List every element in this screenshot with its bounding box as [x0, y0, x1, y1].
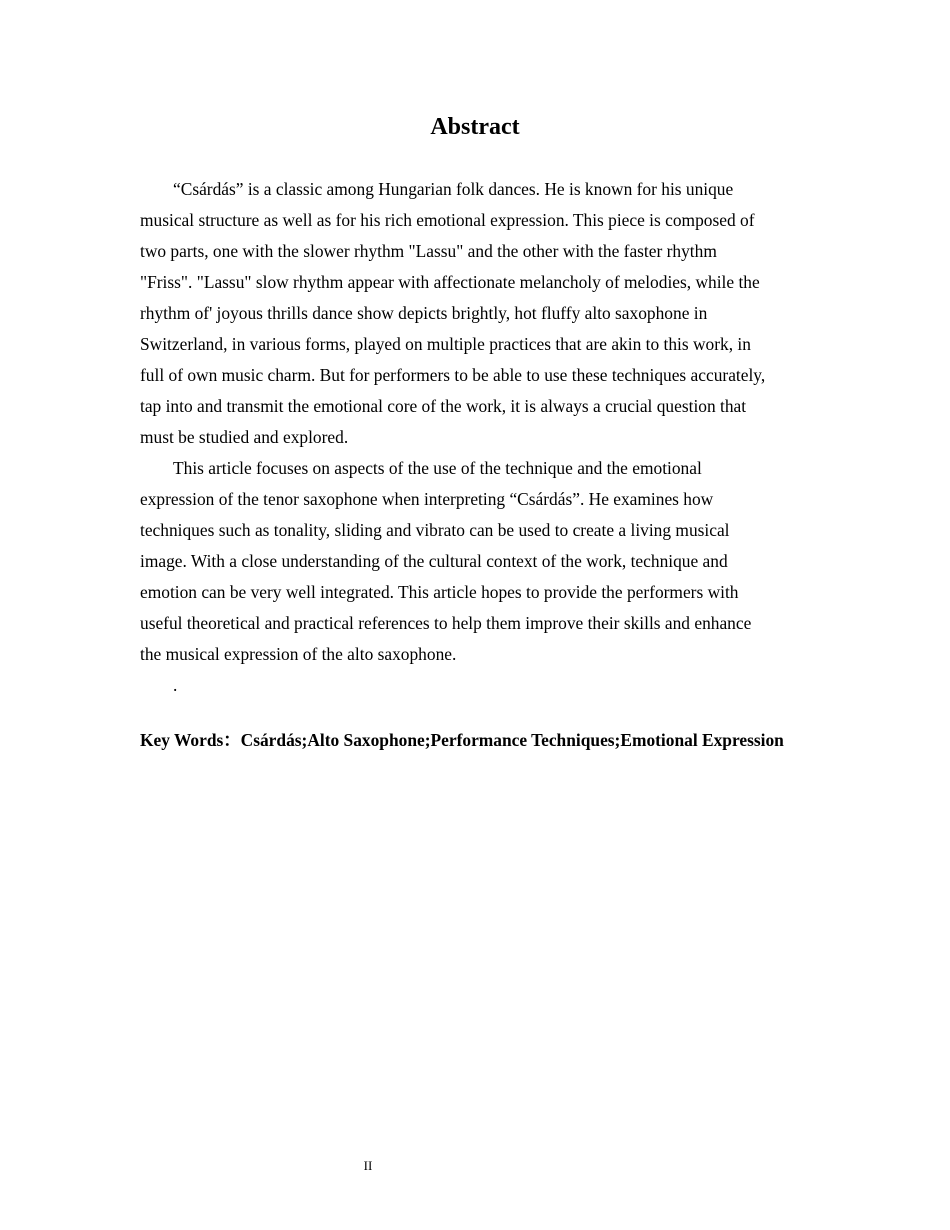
- text-line: image. With a close understanding of the cultural context of the work, technique and: [140, 551, 728, 571]
- keywords-value: Csárdás;Alto Saxophone;Performance Techniques;Emotional Expression: [240, 730, 784, 750]
- text-line: the musical expression of the alto saxophone.: [140, 644, 457, 664]
- text-line: “Csárdás” is a classic among Hungarian folk dances. He is known for his unique: [173, 179, 734, 199]
- paragraph-1: [140, 174, 812, 453]
- text-line: must be studied and explored.: [140, 427, 349, 447]
- text-line: musical structure as well as for his rich emotional expression. This piece is composed of: [140, 210, 755, 230]
- text-line: two parts, one with the slower rhythm "Lassu" and the other with the faster rhythm: [140, 241, 717, 261]
- text-line: This article focuses on aspects of the use of the technique and the emotional: [173, 458, 702, 478]
- text-line: tap into and transmit the emotional core of the work, it is always a crucial question that: [140, 396, 747, 416]
- paragraph-2: [140, 453, 812, 670]
- text-line: useful theoretical and practical references to help them improve their skills and enhance: [140, 613, 752, 633]
- keywords-label: Key Words：: [140, 730, 241, 750]
- text-line: rhythm of' joyous thrills dance show depicts brightly, hot fluffy alto saxophone in: [140, 303, 708, 323]
- page-number: II: [363, 1158, 373, 1173]
- text-line: Switzerland, in various forms, played on multiple practices that are akin to this work, in: [140, 334, 751, 354]
- text-line: "Friss". "Lassu" slow rhythm appear with affectionate melancholy of melodies, while the: [140, 272, 760, 292]
- trailing-period: .: [173, 675, 178, 695]
- text-line: full of own music charm. But for performers to be able to use these techniques accurately,: [140, 365, 766, 385]
- abstract-title: Abstract: [430, 114, 520, 140]
- text-line: expression of the tenor saxophone when interpreting “Csárdás”. He examines how: [140, 489, 714, 509]
- text-line: emotion can be very well integrated. This article hopes to provide the performers with: [140, 582, 739, 602]
- keywords: [140, 729, 812, 751]
- text-line: techniques such as tonality, sliding and vibrato can be used to create a living musical: [140, 520, 730, 540]
- abstract-body: [140, 174, 812, 701]
